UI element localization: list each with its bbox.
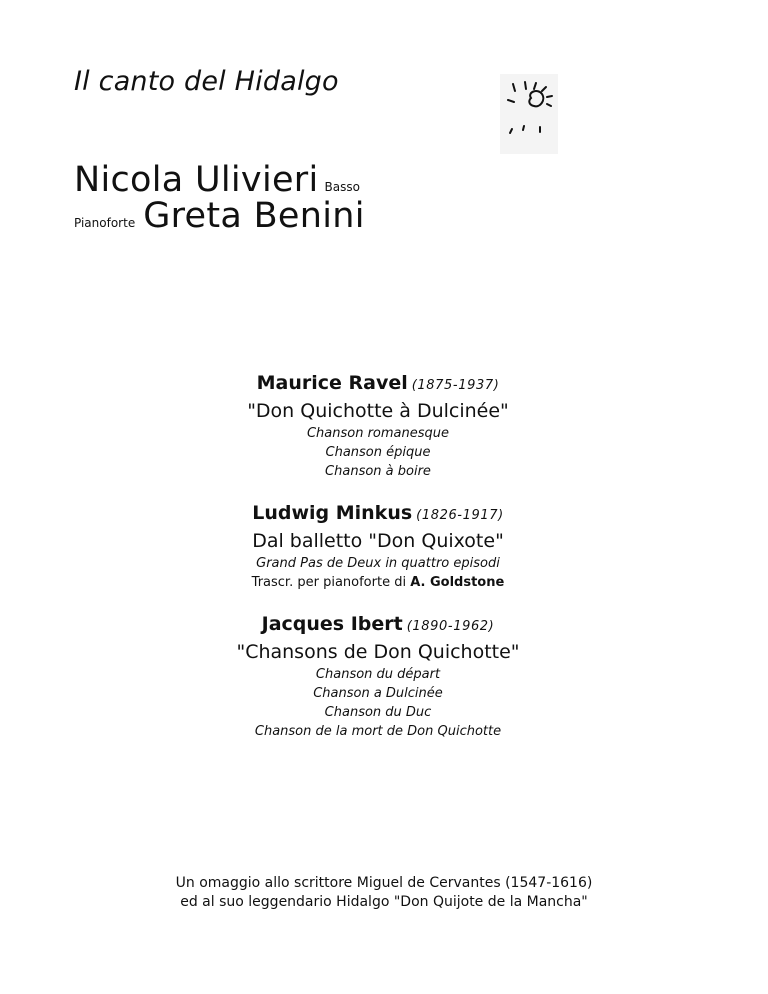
composer-line (168, 500, 588, 529)
singer-role: Basso (324, 180, 360, 194)
movement: Chanson romanesque (306, 426, 450, 441)
program-piece-minkus (168, 500, 588, 592)
composer-line (168, 611, 588, 640)
movement: Chanson du départ (315, 667, 441, 682)
movement: Chanson du Duc (324, 705, 432, 720)
transcription-prefix: Trascr. per pianoforte di (251, 575, 407, 590)
performer-singer (74, 160, 360, 200)
movement: Chanson de la mort de Don Quichotte (254, 724, 502, 739)
composer-dates: (1875-1937) (411, 378, 500, 393)
composer-name: Maurice Ravel (256, 372, 408, 394)
performer-pianist (74, 196, 365, 236)
movement: Grand Pas de Deux in quattro episodi (256, 556, 500, 571)
singer-name: Nicola Ulivieri (74, 160, 319, 200)
program-list (168, 370, 588, 760)
sun-logo-icon (500, 74, 558, 154)
composer-dates: (1890-1962) (406, 619, 495, 634)
work-title: "Chansons de Don Quichotte" (236, 641, 520, 663)
movement: Chanson à boire (325, 464, 431, 479)
pianist-name: Greta Benini (143, 196, 365, 236)
composer-dates: (1826-1917) (416, 508, 504, 523)
program-piece-ibert (168, 611, 588, 741)
composer-name: Jacques Ibert (261, 613, 403, 635)
work-title: "Don Quichotte à Dulcinée" (247, 400, 509, 422)
movement: Chanson a Dulcinée (313, 686, 443, 701)
concert-title: Il canto del Hidalgo (74, 66, 339, 97)
program-piece-ravel (168, 370, 588, 481)
dedication-footer (0, 874, 768, 912)
pianist-role: Pianoforte (74, 216, 136, 230)
dedication-line-2: ed al suo leggendario Hidalgo "Don Quijote de la Mancha" (180, 894, 588, 910)
movement: Chanson épique (325, 445, 431, 460)
composer-line (168, 370, 588, 399)
transcription-credit (168, 573, 588, 592)
dedication-line-1: Un omaggio allo scrittore Miguel de Cervantes (1547-1616) (175, 875, 593, 891)
arranger-name: A. Goldstone (410, 575, 505, 590)
composer-name: Ludwig Minkus (252, 502, 413, 524)
work-title: Dal balletto "Don Quixote" (252, 530, 504, 552)
